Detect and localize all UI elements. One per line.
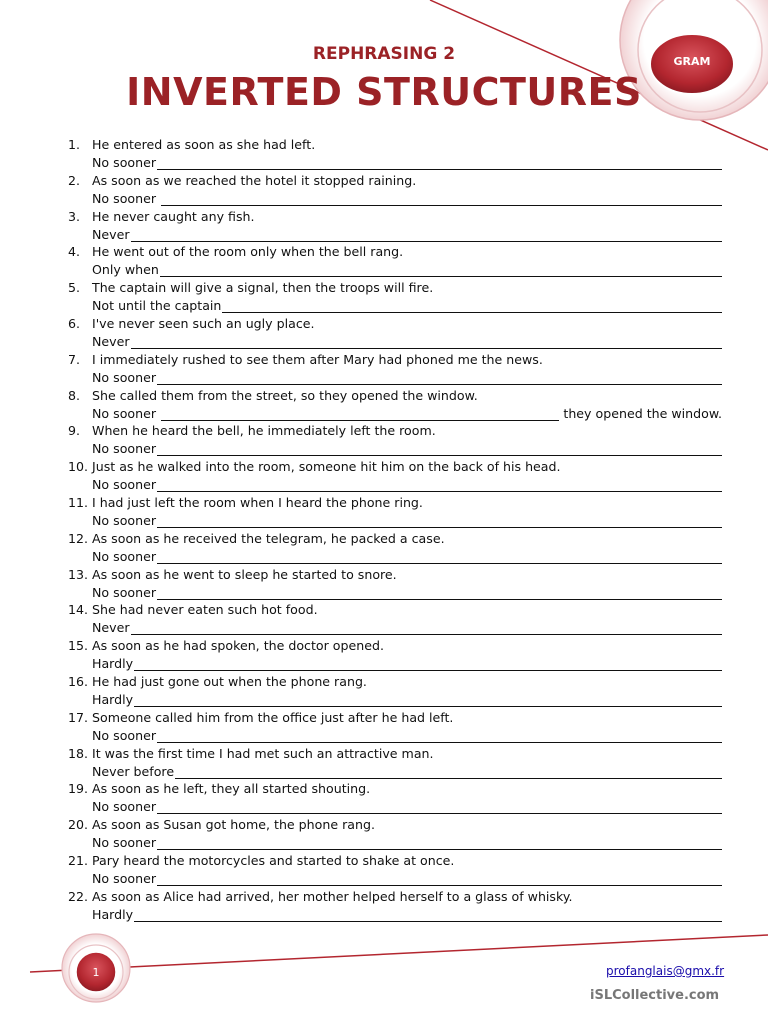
exercise-number: 17. — [68, 709, 89, 725]
exercise-number: 16. — [68, 673, 89, 689]
answer-line — [92, 298, 722, 313]
answer-prompt: Only when — [92, 262, 159, 278]
exercise-sentence: As soon as he left, they all started shouting. — [92, 781, 371, 797]
exercise-item — [0, 351, 768, 387]
exercise-item — [0, 387, 768, 423]
author-email-link[interactable]: profanglais@gmx.fr — [606, 964, 725, 978]
answer-prompt: No sooner — [92, 584, 157, 600]
answer-blank[interactable] — [175, 767, 722, 779]
answer-line — [92, 728, 722, 743]
answer-line — [92, 871, 722, 886]
answer-prompt: No sooner — [92, 477, 157, 493]
answer-suffix: they opened the window. — [563, 405, 722, 421]
answer-line — [92, 513, 722, 528]
exercise-item — [0, 816, 768, 852]
answer-line — [92, 155, 722, 170]
answer-line — [92, 334, 722, 349]
answer-blank[interactable] — [157, 480, 722, 492]
answer-line — [92, 477, 722, 492]
exercise-number: 6. — [68, 315, 81, 331]
exercise-sentence: I've never seen such an ugly place. — [92, 315, 315, 331]
answer-prompt: No sooner — [92, 835, 157, 851]
exercise-number: 22. — [68, 888, 89, 904]
answer-blank[interactable] — [161, 409, 559, 421]
answer-prompt: No sooner — [92, 727, 157, 743]
worksheet-title: INVERTED STRUCTURES — [126, 70, 642, 114]
answer-line — [92, 692, 722, 707]
answer-prompt: Never — [92, 226, 130, 242]
answer-prompt: Hardly — [92, 656, 134, 672]
answer-line — [92, 191, 722, 206]
answer-line — [92, 585, 722, 600]
answer-prompt: No sooner — [92, 548, 157, 564]
answer-blank[interactable] — [157, 588, 722, 600]
exercise-sentence: As soon as he received the telegram, he packed a case. — [92, 530, 445, 546]
exercise-sentence: When he heard the bell, he immediately left the room. — [92, 423, 436, 439]
exercise-number: 7. — [68, 351, 81, 367]
exercise-item — [0, 709, 768, 745]
answer-blank[interactable] — [131, 337, 722, 349]
exercise-number: 5. — [68, 280, 81, 296]
exercise-sentence: As soon as he had spoken, the doctor opened. — [92, 638, 384, 654]
answer-line — [92, 227, 722, 242]
answer-blank[interactable] — [157, 373, 722, 385]
exercise-item — [0, 780, 768, 816]
answer-blank[interactable] — [157, 874, 722, 886]
exercise-number: 10. — [68, 459, 89, 475]
answer-line — [92, 907, 722, 922]
answer-prompt: No sooner — [92, 190, 161, 206]
exercise-number: 3. — [68, 208, 81, 224]
answer-line — [92, 370, 722, 385]
answer-line — [92, 835, 722, 850]
exercise-sentence: I immediately rushed to see them after Mary had phoned me the news. — [92, 351, 543, 367]
answer-blank[interactable] — [134, 659, 722, 671]
answer-prompt: No sooner — [92, 441, 157, 457]
exercise-sentence: It was the first time I had met such an attractive man. — [92, 745, 434, 761]
answer-line — [92, 441, 722, 456]
answer-prompt: No sooner — [92, 155, 157, 170]
answer-line — [92, 406, 722, 421]
exercise-number: 12. — [68, 530, 89, 546]
exercise-item — [0, 208, 768, 244]
exercise-sentence: Just as he walked into the room, someone hit him on the back of his head. — [92, 459, 561, 475]
exercise-number: 21. — [68, 852, 89, 868]
exercise-number: 1. — [68, 137, 81, 152]
page-number: 1 — [92, 966, 100, 979]
exercise-number: 20. — [68, 817, 89, 833]
exercise-sentence: Pary heard the motorcycles and started to shake at once. — [92, 852, 455, 868]
answer-blank[interactable] — [157, 444, 722, 456]
exercise-item — [0, 172, 768, 208]
answer-line — [92, 549, 722, 564]
answer-prompt: Hardly — [92, 906, 134, 922]
exercise-item — [0, 852, 768, 888]
exercise-item — [0, 637, 768, 673]
exercise-sentence: As soon as Alice had arrived, her mother helped herself to a glass of whisky. — [92, 888, 573, 904]
exercise-sentence: He never caught any fish. — [92, 208, 255, 224]
answer-line — [92, 262, 722, 277]
answer-prompt: Not until the captain — [92, 298, 222, 314]
answer-blank[interactable] — [157, 552, 722, 564]
site-watermark: iSLCollective.com — [590, 988, 720, 1003]
exercise-sentence: The captain will give a signal, then the troops will fire. — [92, 280, 434, 296]
answer-blank[interactable] — [157, 158, 722, 170]
gram-badge-label: GRAM — [673, 55, 711, 68]
exercise-number: 14. — [68, 602, 89, 618]
exercise-number: 13. — [68, 566, 89, 582]
answer-blank[interactable] — [134, 695, 722, 707]
exercise-sentence: He entered as soon as she had left. — [92, 137, 316, 152]
exercise-sentence: As soon as we reached the hotel it stopped raining. — [92, 172, 417, 188]
answer-line — [92, 656, 722, 671]
exercise-item — [0, 673, 768, 709]
exercise-item — [0, 422, 768, 458]
answer-blank[interactable] — [134, 910, 722, 922]
exercise-item — [0, 315, 768, 351]
exercise-sentence: Someone called him from the office just after he had left. — [92, 709, 454, 725]
answer-blank[interactable] — [131, 230, 722, 242]
exercise-item — [0, 745, 768, 781]
exercise-number: 18. — [68, 745, 89, 761]
answer-prompt: Never — [92, 333, 130, 349]
answer-prompt: No sooner — [92, 870, 157, 886]
answer-line — [92, 620, 722, 635]
exercise-sentence: She had never eaten such hot food. — [92, 602, 318, 618]
exercise-sentence: I had just left the room when I heard the phone ring. — [92, 494, 423, 510]
answer-line — [92, 799, 722, 814]
answer-blank[interactable] — [157, 731, 722, 743]
exercise-sentence: As soon as Susan got home, the phone rang. — [92, 817, 375, 833]
exercise-number: 11. — [68, 494, 89, 510]
exercise-item — [0, 494, 768, 530]
worksheet-subtitle: REPHRASING 2 — [312, 44, 456, 64]
answer-blank[interactable] — [161, 194, 722, 206]
exercise-item — [0, 601, 768, 637]
answer-prompt: No sooner — [92, 405, 161, 421]
exercise-number: 4. — [68, 244, 81, 260]
exercise-sentence: He went out of the room only when the bell rang. — [92, 244, 404, 260]
exercise-number: 15. — [68, 638, 89, 654]
answer-blank[interactable] — [131, 623, 722, 635]
exercise-sentence: She called them from the street, so they opened the window. — [92, 387, 478, 403]
answer-blank[interactable] — [160, 265, 722, 277]
answer-blank[interactable] — [222, 301, 722, 313]
answer-prompt: No sooner — [92, 369, 157, 385]
answer-blank[interactable] — [157, 838, 722, 850]
answer-prompt: Hardly — [92, 691, 134, 707]
answer-prompt: No sooner — [92, 799, 157, 815]
answer-prompt: Never before — [92, 763, 175, 779]
exercise-item — [0, 530, 768, 566]
exercise-number: 9. — [68, 423, 81, 439]
answer-prompt: No sooner — [92, 512, 157, 528]
exercise-sentence: He had just gone out when the phone rang. — [92, 673, 367, 689]
answer-line — [92, 764, 722, 779]
exercise-item — [0, 243, 768, 279]
exercise-item — [0, 566, 768, 602]
exercise-item — [0, 136, 768, 172]
answer-blank[interactable] — [157, 802, 722, 814]
exercise-item — [0, 458, 768, 494]
exercise-item — [0, 279, 768, 315]
answer-blank[interactable] — [157, 516, 722, 528]
exercise-sentence: As soon as he went to sleep he started to snore. — [92, 566, 397, 582]
exercise-item — [0, 888, 768, 924]
answer-prompt: Never — [92, 620, 130, 636]
exercise-number: 8. — [68, 387, 81, 403]
exercise-list — [0, 136, 768, 924]
exercise-number: 2. — [68, 172, 81, 188]
exercise-number: 19. — [68, 781, 89, 797]
